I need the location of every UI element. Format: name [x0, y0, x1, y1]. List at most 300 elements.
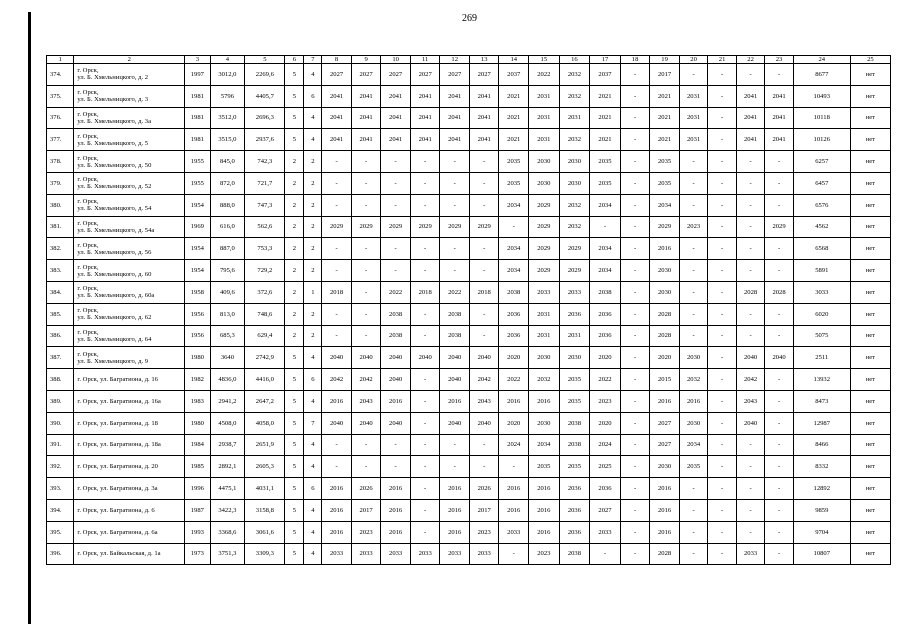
table-cell: -: [410, 412, 440, 434]
table-cell: 2026: [469, 478, 499, 500]
table-cell: 2035: [559, 369, 590, 391]
table-cell: 2022: [381, 281, 411, 303]
table-cell: -: [620, 107, 650, 129]
table-cell: 2021: [590, 85, 621, 107]
table-cell: нет: [850, 64, 890, 86]
table-cell: 2032: [559, 194, 590, 216]
table-cell: 2036: [559, 303, 590, 325]
address-cell: [74, 543, 185, 565]
column-number-header: 9: [351, 56, 381, 64]
table-cell: 2021: [499, 85, 529, 107]
table-cell: нет: [850, 434, 890, 456]
table-cell: -: [679, 260, 707, 282]
table-cell: 2040: [736, 412, 764, 434]
table-cell: 2042: [469, 369, 499, 391]
table-cell: нет: [850, 129, 890, 151]
table-cell: 4: [304, 434, 322, 456]
table-cell: -: [679, 543, 707, 565]
table-cell: -: [679, 151, 707, 173]
table-row: [47, 107, 891, 129]
table-cell: 2040: [381, 369, 411, 391]
row-number-cell: 375.: [47, 85, 74, 107]
address-cell: [74, 347, 185, 369]
table-cell: 2041: [469, 129, 499, 151]
table-cell: 2041: [736, 85, 764, 107]
table-cell: 2042: [322, 369, 352, 391]
table-cell: нет: [850, 369, 890, 391]
table-cell: 2035: [559, 456, 590, 478]
table-cell: 2038: [559, 434, 590, 456]
table-cell: 1985: [185, 456, 210, 478]
address-line-1: г. Орск,: [77, 285, 99, 293]
table-cell: -: [440, 151, 470, 173]
table-cell: 2041: [381, 85, 411, 107]
table-cell: -: [322, 456, 352, 478]
address-line-2: ул. Б. Хмельницкого, д. 5: [77, 139, 149, 147]
table-cell: 2041: [440, 107, 470, 129]
table-cell: 2018: [469, 281, 499, 303]
table-cell: 1954: [185, 238, 210, 260]
address-cell: [74, 238, 185, 260]
address-line-1: г. Орск,: [77, 132, 99, 140]
address-line-1: г. Орск,: [77, 89, 99, 97]
table-cell: -: [469, 303, 499, 325]
table-cell: 2021: [499, 107, 529, 129]
table-cell: -: [679, 64, 707, 86]
table-cell: 2040: [765, 347, 793, 369]
table-cell: 2032: [559, 129, 590, 151]
table-cell: -: [708, 478, 736, 500]
table-cell: 2032: [529, 369, 560, 391]
table-cell: -: [410, 434, 440, 456]
page-number: 269: [462, 13, 477, 24]
table-cell: 2042: [351, 369, 381, 391]
table-cell: 2042: [736, 369, 764, 391]
table-cell: 2016: [322, 499, 352, 521]
row-number-cell: 380.: [47, 194, 74, 216]
table-cell: -: [708, 543, 736, 565]
table-cell: -: [708, 521, 736, 543]
table-cell: 729,2: [245, 260, 285, 282]
table-cell: 2030: [529, 151, 560, 173]
table-cell: 409,6: [210, 281, 245, 303]
table-cell: -: [708, 151, 736, 173]
table-cell: 4: [304, 521, 322, 543]
table-cell: -: [736, 260, 764, 282]
table-cell: 2041: [440, 85, 470, 107]
table-cell: 2038: [590, 281, 621, 303]
table-cell: 4: [304, 456, 322, 478]
row-number-cell: 385.: [47, 303, 74, 325]
table-cell: 2029: [650, 216, 680, 238]
table-cell: 4416,0: [245, 369, 285, 391]
table-cell: 2: [285, 194, 304, 216]
table-cell: 5: [285, 434, 304, 456]
table-row: [47, 303, 891, 325]
table-cell: -: [679, 172, 707, 194]
table-cell: 2016: [381, 521, 411, 543]
table-cell: 2016: [381, 390, 411, 412]
table-cell: 2030: [559, 172, 590, 194]
table-cell: 7: [304, 412, 322, 434]
table-cell: 1955: [185, 151, 210, 173]
table-cell: 2041: [322, 129, 352, 151]
row-number-cell: 384.: [47, 281, 74, 303]
address-line-1: г. Орск, ул. Багратиона, д. 18: [77, 419, 158, 427]
table-cell: -: [410, 499, 440, 521]
table-cell: 2021: [590, 107, 621, 129]
table-cell: 2022: [590, 369, 621, 391]
table-cell: 2040: [440, 347, 470, 369]
table-cell: 4: [304, 107, 322, 129]
table-cell: 2031: [559, 325, 590, 347]
table-cell: 1958: [185, 281, 210, 303]
table-cell: 2029: [351, 216, 381, 238]
table-cell: 2040: [351, 347, 381, 369]
table-cell: 3368,6: [210, 521, 245, 543]
table-cell: 10807: [793, 543, 850, 565]
table-cell: 2038: [381, 325, 411, 347]
table-cell: -: [351, 303, 381, 325]
table-cell: 2016: [529, 390, 560, 412]
address-line-1: г. Орск,: [77, 176, 99, 184]
table-cell: 3512,0: [210, 107, 245, 129]
table-cell: -: [620, 347, 650, 369]
table-cell: -: [679, 325, 707, 347]
table-cell: 2016: [499, 390, 529, 412]
address-line-2: ул. Б. Хмельницкого, д. 3а: [77, 117, 152, 125]
table-cell: 1954: [185, 260, 210, 282]
table-cell: -: [440, 172, 470, 194]
table-cell: 2041: [765, 129, 793, 151]
table-cell: -: [765, 172, 793, 194]
table-cell: -: [620, 194, 650, 216]
address-cell: [74, 151, 185, 173]
table-cell: нет: [850, 107, 890, 129]
table-cell: 2: [304, 303, 322, 325]
table-cell: -: [590, 543, 621, 565]
table-cell: 2022: [440, 281, 470, 303]
table-cell: нет: [850, 194, 890, 216]
table-cell: 2040: [322, 347, 352, 369]
table-cell: 2040: [469, 412, 499, 434]
table-cell: -: [410, 303, 440, 325]
table-cell: 795,6: [210, 260, 245, 282]
table-cell: -: [322, 194, 352, 216]
table-cell: 2023: [590, 390, 621, 412]
table-cell: 2032: [679, 369, 707, 391]
address-cell: [74, 412, 185, 434]
table-row: [47, 390, 891, 412]
table-cell: 1981: [185, 129, 210, 151]
table-cell: 2032: [559, 216, 590, 238]
address-cell: [74, 216, 185, 238]
address-line-1: г. Орск, ул. Багратиона, д. 16: [77, 376, 158, 384]
table-cell: 5: [285, 369, 304, 391]
table-cell: -: [351, 238, 381, 260]
table-cell: 2030: [559, 347, 590, 369]
table-cell: 2016: [499, 478, 529, 500]
table-cell: 10493: [793, 85, 850, 107]
table-cell: 2027: [381, 64, 411, 86]
table-cell: 2027: [590, 499, 621, 521]
table-cell: 4: [304, 390, 322, 412]
table-cell: -: [322, 325, 352, 347]
table-cell: 2033: [440, 543, 470, 565]
address-line-2: ул. Б. Хмельницкого, д. 2: [77, 74, 149, 82]
table-cell: 2031: [529, 303, 560, 325]
table-cell: 2040: [381, 347, 411, 369]
table-cell: 2023: [529, 543, 560, 565]
table-cell: 2036: [590, 478, 621, 500]
table-cell: -: [351, 151, 381, 173]
column-number-header: 16: [559, 56, 590, 64]
table-cell: 5: [285, 521, 304, 543]
table-cell: 2040: [469, 347, 499, 369]
table-cell: -: [708, 456, 736, 478]
table-cell: 13932: [793, 369, 850, 391]
table-cell: 4: [304, 543, 322, 565]
table-cell: 1981: [185, 85, 210, 107]
column-number-header: 6: [285, 56, 304, 64]
address-cell: [74, 390, 185, 412]
table-cell: 2016: [650, 238, 680, 260]
column-number-header: 24: [793, 56, 850, 64]
table-cell: 2035: [529, 456, 560, 478]
table-cell: 2031: [529, 325, 560, 347]
table-cell: 3158,8: [245, 499, 285, 521]
table-cell: нет: [850, 347, 890, 369]
table-cell: 2605,3: [245, 456, 285, 478]
table-cell: 2041: [736, 107, 764, 129]
table-cell: -: [499, 456, 529, 478]
table-cell: 6568: [793, 238, 850, 260]
column-number-header: 19: [650, 56, 680, 64]
table-cell: -: [620, 64, 650, 86]
table-cell: -: [620, 543, 650, 565]
row-number-cell: 379.: [47, 172, 74, 194]
address-line-1: г. Орск,: [77, 241, 99, 249]
table-cell: -: [679, 194, 707, 216]
table-cell: -: [736, 434, 764, 456]
table-cell: 2021: [590, 129, 621, 151]
address-cell: [74, 456, 185, 478]
table-cell: 2020: [650, 347, 680, 369]
table-cell: 2016: [440, 478, 470, 500]
table-cell: -: [736, 303, 764, 325]
table-cell: -: [620, 238, 650, 260]
table-cell: -: [679, 281, 707, 303]
table-cell: 2016: [529, 521, 560, 543]
table-cell: 2742,9: [245, 347, 285, 369]
table-cell: -: [765, 369, 793, 391]
table-cell: 2034: [650, 194, 680, 216]
table-cell: 2027: [469, 64, 499, 86]
table-cell: 2018: [322, 281, 352, 303]
table-cell: 2025: [590, 456, 621, 478]
table-cell: 2030: [650, 456, 680, 478]
table-cell: нет: [850, 85, 890, 107]
table-cell: -: [469, 238, 499, 260]
table-cell: 2040: [736, 347, 764, 369]
table-cell: 2038: [559, 543, 590, 565]
table-cell: 813,0: [210, 303, 245, 325]
address-line-2: ул. Б. Хмельницкого, д. 3: [77, 96, 149, 104]
table-cell: 2016: [322, 478, 352, 500]
table-cell: 872,0: [210, 172, 245, 194]
table-cell: 4405,7: [245, 85, 285, 107]
table-cell: 2041: [469, 107, 499, 129]
table-cell: 2027: [650, 434, 680, 456]
table-row: [47, 281, 891, 303]
table-cell: 2041: [469, 85, 499, 107]
table-cell: 2024: [499, 434, 529, 456]
table-cell: -: [410, 151, 440, 173]
row-number-cell: 374.: [47, 64, 74, 86]
table-cell: 4508,0: [210, 412, 245, 434]
table-cell: 2029: [529, 260, 560, 282]
table-cell: 1973: [185, 543, 210, 565]
table-cell: 5: [285, 543, 304, 565]
table-cell: 2030: [529, 172, 560, 194]
table-cell: 2938,7: [210, 434, 245, 456]
column-number-header-row: [47, 56, 891, 64]
table-cell: 3012,0: [210, 64, 245, 86]
table-cell: 3061,6: [245, 521, 285, 543]
table-cell: 2028: [650, 543, 680, 565]
table-cell: 2937,6: [245, 129, 285, 151]
address-line-2: ул. Б. Хмельницкого, д. 60: [77, 270, 152, 278]
table-cell: 742,3: [245, 151, 285, 173]
table-cell: -: [620, 521, 650, 543]
address-line-1: г. Орск,: [77, 219, 99, 227]
table-cell: 2040: [322, 412, 352, 434]
address-cell: [74, 260, 185, 282]
table-cell: нет: [850, 303, 890, 325]
table-cell: 1996: [185, 478, 210, 500]
table-cell: -: [765, 64, 793, 86]
table-cell: 2041: [736, 129, 764, 151]
table-cell: 8677: [793, 64, 850, 86]
table-cell: -: [708, 85, 736, 107]
table-cell: 2041: [351, 85, 381, 107]
table-cell: 2041: [410, 107, 440, 129]
row-number-cell: 390.: [47, 412, 74, 434]
table-cell: -: [736, 64, 764, 86]
column-number-header: 13: [469, 56, 499, 64]
table-cell: 2020: [590, 347, 621, 369]
table-row: [47, 172, 891, 194]
table-cell: -: [736, 521, 764, 543]
address-line-1: г. Орск, ул. Багратиона, д. 20: [77, 463, 158, 471]
row-number-cell: 391.: [47, 434, 74, 456]
table-cell: 2033: [469, 543, 499, 565]
table-cell: 1984: [185, 434, 210, 456]
table-cell: 6: [304, 369, 322, 391]
table-row: [47, 151, 891, 173]
table-cell: -: [708, 64, 736, 86]
table-cell: 2269,6: [245, 64, 285, 86]
table-cell: -: [765, 434, 793, 456]
address-line-1: г. Орск, ул. Байкальская, д. 1а: [77, 550, 161, 558]
table-cell: 2511: [793, 347, 850, 369]
table-cell: 2: [304, 172, 322, 194]
address-line-1: г. Орск,: [77, 67, 99, 75]
table-cell: -: [440, 434, 470, 456]
table-cell: 2: [285, 172, 304, 194]
table-cell: 2029: [381, 216, 411, 238]
column-number-header: 14: [499, 56, 529, 64]
table-cell: 5: [285, 456, 304, 478]
table-cell: -: [765, 499, 793, 521]
table-row: [47, 369, 891, 391]
table-cell: 5891: [793, 260, 850, 282]
table-cell: -: [469, 172, 499, 194]
table-cell: -: [351, 172, 381, 194]
table-cell: 3422,3: [210, 499, 245, 521]
address-line-2: ул. Б. Хмельницкого, д. 50: [77, 161, 152, 169]
table-cell: 2038: [440, 325, 470, 347]
table-cell: 2016: [381, 499, 411, 521]
table-cell: 2020: [499, 347, 529, 369]
table-cell: 2040: [351, 412, 381, 434]
table-cell: нет: [850, 172, 890, 194]
row-number-cell: 394.: [47, 499, 74, 521]
table-cell: 2041: [351, 107, 381, 129]
table-cell: -: [469, 325, 499, 347]
table-cell: -: [708, 172, 736, 194]
table-cell: 2016: [650, 390, 680, 412]
table-row: [47, 238, 891, 260]
table-cell: 2016: [440, 521, 470, 543]
address-line-2: ул. Б. Хмельницкого, д. 60а: [77, 292, 155, 300]
table-cell: 629,4: [245, 325, 285, 347]
column-number-header: 2: [74, 56, 185, 64]
column-number-header: 8: [322, 56, 352, 64]
table-cell: -: [708, 390, 736, 412]
column-number-header: 22: [736, 56, 764, 64]
table-cell: 6: [304, 85, 322, 107]
table-cell: 2017: [351, 499, 381, 521]
table-cell: 2031: [679, 129, 707, 151]
table-cell: нет: [850, 281, 890, 303]
table-row: [47, 129, 891, 151]
address-line-1: г. Орск,: [77, 198, 99, 206]
table-cell: 12987: [793, 412, 850, 434]
address-line-1: г. Орск, ул. Багратиона, д. 18а: [77, 441, 161, 449]
table-cell: -: [708, 238, 736, 260]
table-cell: 4475,1: [210, 478, 245, 500]
table-cell: -: [440, 260, 470, 282]
table-cell: 2021: [499, 129, 529, 151]
table-cell: 5: [285, 478, 304, 500]
table-cell: 2029: [529, 238, 560, 260]
table-cell: 1956: [185, 303, 210, 325]
table-cell: 2036: [559, 478, 590, 500]
row-number-cell: 378.: [47, 151, 74, 173]
table-cell: -: [469, 456, 499, 478]
table-cell: 1981: [185, 107, 210, 129]
table-cell: 2: [304, 151, 322, 173]
column-number-header: 18: [620, 56, 650, 64]
table-cell: -: [351, 325, 381, 347]
table-cell: 2892,1: [210, 456, 245, 478]
table-cell: 9859: [793, 499, 850, 521]
table-cell: 5: [285, 64, 304, 86]
table-cell: 2035: [650, 151, 680, 173]
table-cell: 2941,2: [210, 390, 245, 412]
table-cell: 2016: [381, 478, 411, 500]
